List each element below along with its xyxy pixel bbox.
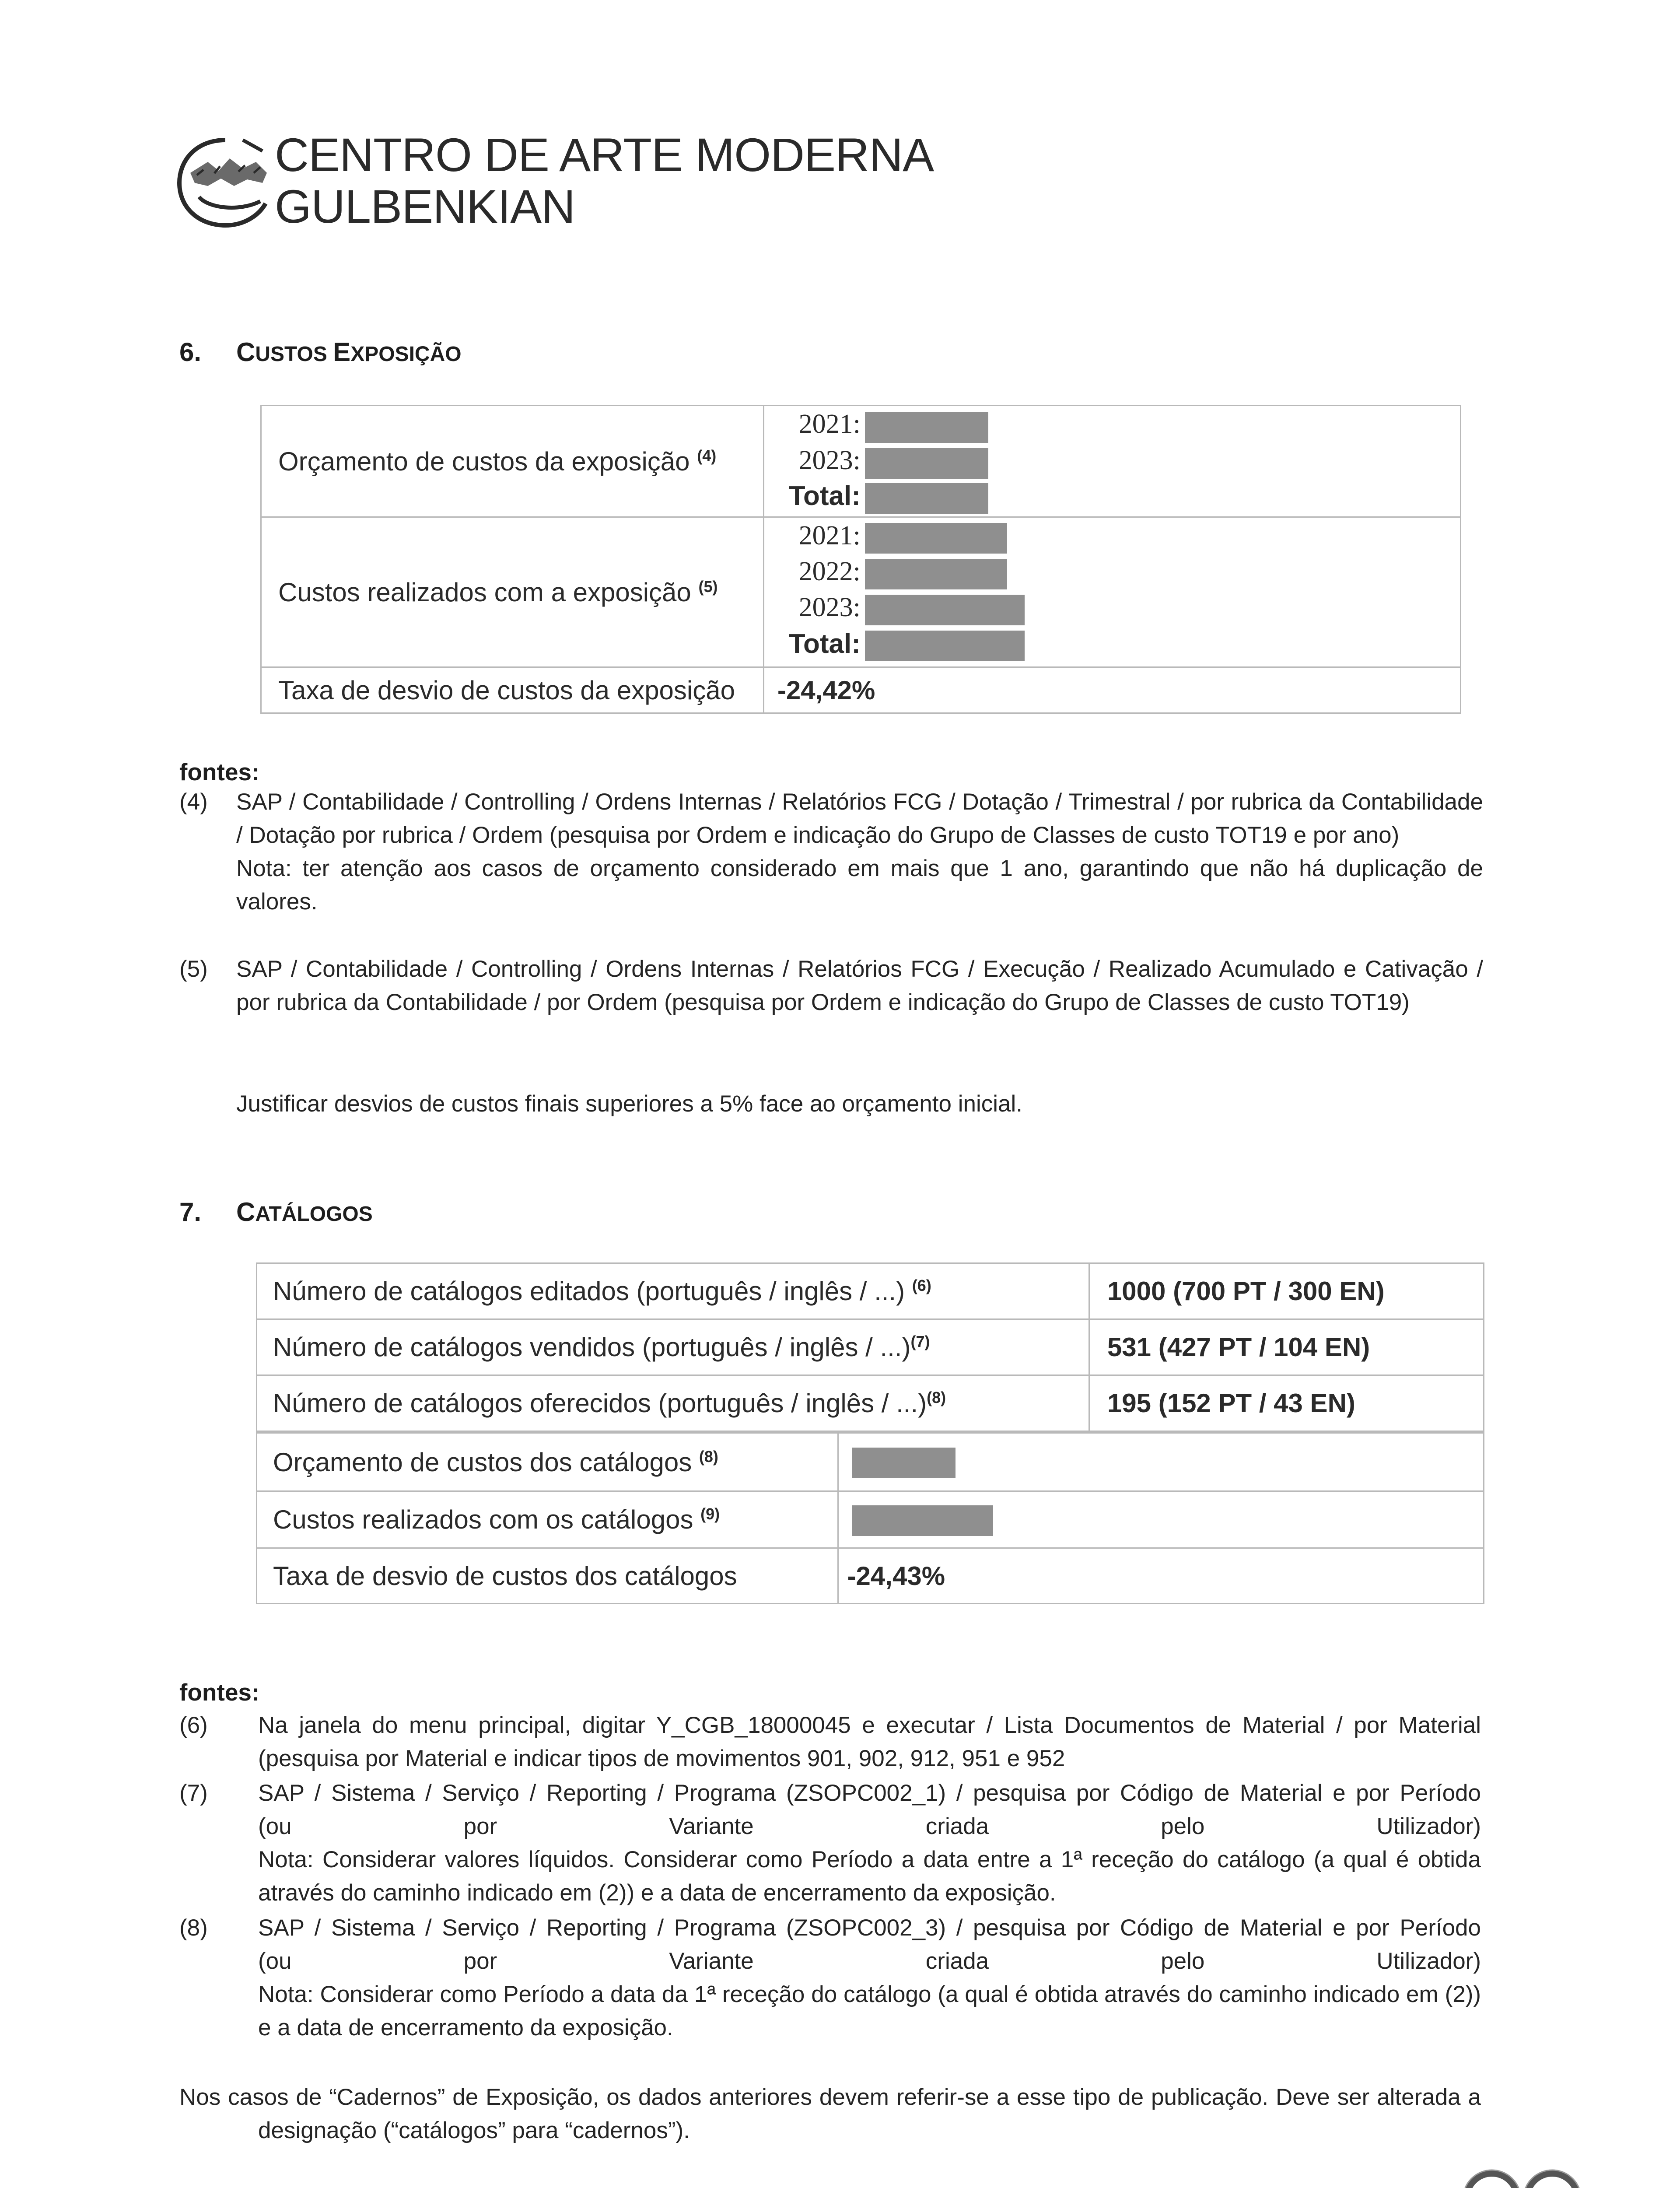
- footnote-ref: (6): [912, 1276, 931, 1294]
- catalog-budget-label: Orçamento de custos dos catálogos: [273, 1447, 692, 1477]
- section-6-title-rest: USTOS: [255, 343, 333, 366]
- catalogs-sold-label-cell: [257, 1319, 1089, 1375]
- footnote-ref: (5): [698, 577, 718, 596]
- catalog-deviation-label-cell: [257, 1548, 838, 1604]
- sgs-certification-icon: [1461, 2168, 1522, 2188]
- footnote-5-text: SAP / Contabilidade / Controlling / Ordens Internas / Relatórios FCG / Execução / Realizado Acumulado e Cativação / por rubrica da Contabilidade / por Ordem (pesquisa por Ordem e indicação do Grupo de Classes de custo TOT19): [236, 956, 1483, 1015]
- footnote-5: [179, 953, 1483, 1019]
- year-label: 2021:: [798, 409, 861, 439]
- institution-name-line2: GULBENKIAN: [275, 180, 575, 233]
- actual-costs-label: Custos realizados com a exposição: [278, 577, 691, 607]
- catalog-costs-value-cell: [838, 1491, 1484, 1548]
- catalog-deviation-value: -24,43%: [838, 1548, 1484, 1604]
- sources-heading: fontes:: [179, 758, 260, 785]
- actual-costs-label-cell: [261, 517, 764, 667]
- catalog-budget-value-cell: [838, 1433, 1484, 1491]
- redacted-value: [865, 595, 1025, 625]
- footnote-4-text: SAP / Contabilidade / Controlling / Ordens Internas / Relatórios FCG / Dotação / Trimestral / por rubrica da Contabilidade / Dotação por rubrica / Ordem (pesquisa por Ordem e indicação do Grupo de Classes de custo TOT19 e por ano): [236, 789, 1483, 848]
- table-row: [257, 1319, 1484, 1375]
- table-row: [257, 1263, 1484, 1319]
- actual-costs-values-cell: [763, 517, 1460, 667]
- deviation-label-cell: [261, 667, 764, 713]
- catalogs-sold-value: 531 (427 PT / 104 EN): [1089, 1319, 1484, 1375]
- deviation-label: Taxa de desvio de custos da exposição: [278, 675, 735, 705]
- catalog-budget-label-cell: [257, 1433, 838, 1491]
- budget-values-cell: [763, 406, 1460, 517]
- section-6-title: [179, 337, 462, 367]
- catalogs-edited-label: Número de catálogos editados (português / inglês / ...): [273, 1276, 905, 1306]
- footnote-ref: (7): [910, 1332, 930, 1350]
- catalogs-offered-label: Número de catálogos oferecidos (português / inglês / ...): [273, 1389, 927, 1418]
- footnote-8-ref: (8): [179, 1915, 208, 1941]
- section-6-title-cap2: E: [333, 337, 351, 367]
- redacted-value: [865, 448, 988, 479]
- budget-label-cell: [261, 406, 764, 517]
- footnote-7-line1: SAP / Sistema / Serviço / Reporting / Programa (ZSOPC002_1) / pesquisa por Código de Material e por Período: [258, 1780, 1481, 1806]
- section-7-title-rest: ATÁLOGOS: [255, 1203, 373, 1226]
- catalog-counts-table: [256, 1262, 1484, 1432]
- footnote-4-ref: (4): [179, 789, 208, 815]
- redacted-value: [865, 559, 1007, 589]
- redacted-value: [865, 631, 1025, 661]
- catalogs-offered-label-cell: [257, 1375, 1089, 1431]
- section-6-number: 6.: [179, 337, 202, 367]
- footnote-4-note: Nota: ter atenção aos casos de orçamento considerado em mais que 1 ano, garantindo que não há duplicação de valores.: [236, 856, 1483, 915]
- footnote-ref: (8): [927, 1389, 946, 1406]
- section-7-number: 7.: [179, 1197, 202, 1227]
- footnote-5-ref: (5): [179, 956, 208, 982]
- section-7-title: [179, 1197, 373, 1227]
- cadernos-text: Nos casos de “Cadernos” de Exposição, os dados anteriores devem referir-se a esse tipo de publicação. Deve ser alterada a designação (“catálogos” para “cadernos”).: [179, 2084, 1481, 2143]
- gulbenkian-logo: [173, 131, 280, 232]
- footnote-8-note: Nota: Considerar como Período a data da 1ª receção do catálogo (a qual é obtida através do caminho indicado em (2)) e a data de encerramento da exposição.: [258, 1981, 1481, 2041]
- redacted-value: [865, 483, 988, 514]
- budget-label: Orçamento de custos da exposição: [278, 446, 690, 476]
- catalog-deviation-label: Taxa de desvio de custos dos catálogos: [273, 1561, 737, 1591]
- total-label: Total:: [788, 629, 861, 659]
- redacted-value: [852, 1505, 993, 1536]
- redacted-value: [865, 412, 988, 443]
- catalogs-sold-label: Número de catálogos vendidos (português / inglês / ...): [273, 1332, 911, 1362]
- footnote-7-ref: (7): [179, 1780, 208, 1806]
- footnote-8-line2: (ou por Variante criada pelo Utilizador): [258, 1948, 1481, 1974]
- catalogs-edited-label-cell: [257, 1263, 1089, 1319]
- footnote-7-line2: (ou por Variante criada pelo Utilizador): [258, 1813, 1481, 1839]
- sgs-certification-icon: [1522, 2168, 1583, 2188]
- section-6-title-cap: C: [236, 337, 256, 367]
- justification-note: Justificar desvios de custos finais superiores a 5% face ao orçamento inicial.: [236, 1091, 1022, 1117]
- footnote-7: [179, 1777, 1481, 1910]
- table-row: [257, 1375, 1484, 1431]
- institution-name-line1: CENTRO DE ARTE MODERNA: [275, 128, 934, 181]
- total-label: Total:: [788, 481, 861, 511]
- table-row: [257, 1491, 1484, 1548]
- footnote-ref: (9): [700, 1505, 720, 1523]
- footnote-ref: (8): [699, 1447, 718, 1466]
- redacted-value: [852, 1448, 956, 1478]
- footnote-6: [179, 1709, 1481, 1775]
- footnote-6-ref: (6): [179, 1712, 208, 1738]
- catalogs-edited-value: 1000 (700 PT / 300 EN): [1089, 1263, 1484, 1319]
- table-row: [261, 406, 1461, 517]
- year-label: 2023:: [798, 593, 861, 622]
- table-row: [261, 667, 1461, 713]
- exhibition-costs-table: [260, 405, 1461, 714]
- catalog-costs-label: Custos realizados com os catálogos: [273, 1505, 693, 1534]
- table-row: [261, 517, 1461, 667]
- catalogs-offered-value: 195 (152 PT / 43 EN): [1089, 1375, 1484, 1431]
- footnote-6-text: Na janela do menu principal, digitar Y_CGB_18000045 e executar / Lista Documentos de Material / por Material (pesquisa por Material e indicar tipos de movimentos 901, 902, 912, 951 e 952: [258, 1712, 1481, 1771]
- year-label: 2021:: [798, 521, 861, 551]
- section-6-title-rest2: XPOSIÇÃO: [350, 343, 462, 366]
- footnote-8: [179, 1911, 1481, 2044]
- footnote-8-line1: SAP / Sistema / Serviço / Reporting / Programa (ZSOPC002_3) / pesquisa por Código de Material e por Período: [258, 1915, 1481, 1941]
- catalog-costs-table: [256, 1432, 1484, 1604]
- deviation-value: -24,42%: [763, 667, 1460, 713]
- year-label: 2022:: [798, 557, 861, 586]
- section-7-title-cap: C: [236, 1197, 256, 1227]
- cadernos-note: [179, 2081, 1481, 2147]
- footnote-7-note: Nota: Considerar valores líquidos. Considerar como Período a data entre a 1ª receção do catálogo (a qual é obtida através do caminho indicado em (2)) e a data de encerramento da exposição.: [258, 1847, 1481, 1906]
- footnote-4: [179, 785, 1483, 919]
- redacted-value: [865, 523, 1007, 554]
- sources-heading-2: fontes:: [179, 1679, 260, 1706]
- footnote-ref: (4): [697, 446, 717, 465]
- table-row: [257, 1433, 1484, 1491]
- year-label: 2023:: [798, 445, 861, 475]
- table-row: [257, 1548, 1484, 1604]
- catalog-costs-label-cell: [257, 1491, 838, 1548]
- institution-name: [275, 129, 934, 232]
